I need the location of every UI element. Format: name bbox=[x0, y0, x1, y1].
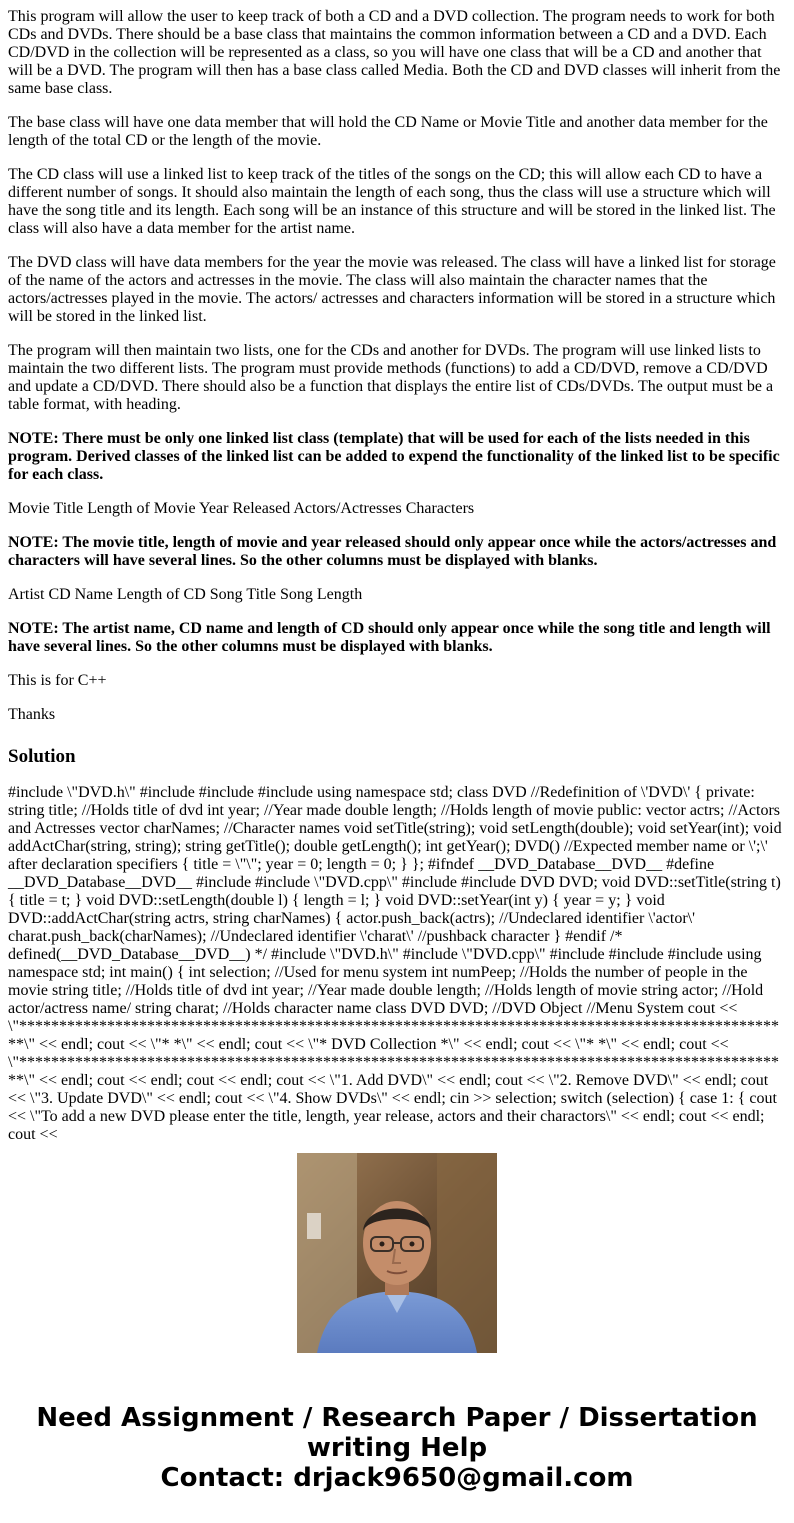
language-note: This is for C++ bbox=[8, 672, 107, 689]
paragraph-lists: The program will then maintain two lists, one for the CDs and another for DVDs. The program will use linked lists to maintain the two different lists. The program must provide methods (functions) to add a CD/DVD, remove a CD/DVD and update a CD/DVD. There should also be a function that displays the entire list of CDs/DVDs. The output must be a table format, with heading. bbox=[8, 342, 774, 413]
note-dvd-columns: NOTE: The movie title, length of movie and year released should only appear once while the actors/actresses and characters will have several lines. So the other columns must be displayed with blanks. bbox=[8, 534, 777, 569]
paragraph-base-class: The base class will have one data member that will hold the CD Name or Movie Title and another data member for the length of the total CD or the length of the movie. bbox=[8, 114, 768, 149]
promo-banner bbox=[0, 1403, 794, 1493]
dvd-table-heading: Movie Title Length of Movie Year Released Actors/Actresses Characters bbox=[8, 500, 475, 517]
promo-line-1: Need Assignment / Research Paper / Dissertation bbox=[36, 1403, 758, 1433]
thanks-text: Thanks bbox=[8, 706, 56, 723]
cd-table-heading: Artist CD Name Length of CD Song Title Song Length bbox=[8, 586, 363, 603]
author-portrait-image bbox=[297, 1153, 497, 1353]
note-cd-columns: NOTE: The artist name, CD name and length of CD should only appear once while the song title and length will have several lines. So the other columns must be displayed with blanks. bbox=[8, 620, 771, 655]
solution-code-text: #include \"DVD.h\" #include #include #include using namespace std; class DVD //Redefinition of \'DVD\' { private: string title; //Holds title of dvd int year; //Year made double length; //Holds length of movie public: vector actrs; //Actors and Actresses vector charNames; //Character names void setTitle(string); void setLength(double); void setYear(int); void addActChar(string, string); string getTitle(); double getLength(); int getYear(); DVD() //Expected member name or \';\' after declaration specifiers { title = \"\"; year = 0; length = 0; } }; #ifndef __DVD_Database__DVD__ #define __DVD_Database__DVD__ #include #include \"DVD.cpp\" #include #include DVD DVD; void DVD::setTitle(string t) { title = t; } void DVD::setLength(double l) { length = l; } void DVD::setYear(int y) { year = y; } void DVD::addActChar(string actrs, string charNames) { actor.push_back(actrs); //Undeclared identifier \'actor\' charat.push_back(charNames); //Undeclared identifier \'charat\' //pushback character } #endif /* defined(__DVD_Database__DVD__) */ #include \"DVD.h\" #include \"DVD.cpp\" #include #include #include using namespace std; int main() { int selection; //Used for menu system int numPeep; //Holds the number of people in the movie string title; //Holds title of dvd int year; //Year made double length; //Holds length of movie string actor; //Hold actor/actress name/ string charat; //Holds character name class DVD DVD; //DVD Object //Menu System cout << \"*************************************************************************************************\" << endl; cout << \"* *\" << endl; cout << \"* DVD Collection *\" << endl; cout << \"* *\" << endl; cout << \"*************************************************************************************************\" << endl; cout << endl; cout << endl; cout << \"1. Add DVD\" << endl; cout << \"2. Remove DVD\" << endl; cout << \"3. Update DVD\" << endl; cout << \"4. Show DVDs\" << endl; cin >> selection; switch (selection) { case 1: { cout << \"To add a new DVD please enter the title, length, year release, actors and their charactors\" << endl; cout << endl; cout << bbox=[8, 784, 782, 1143]
promo-line-2: writing Help bbox=[306, 1433, 488, 1463]
author-avatar bbox=[297, 1153, 497, 1353]
paragraph-cd-class: The CD class will use a linked list to keep track of the titles of the songs on the CD; this will allow each CD to have a different number of songs. It should also maintain the length of each song, thus the class will use a structure which will have the song title and its length. Each song will be an instance of this structure and will be stored in the linked list. The class will also have a data member for the artist name. bbox=[8, 166, 776, 237]
note-linked-list: NOTE: There must be only one linked list class (template) that will be used for each of the lists needed in this program. Derived classes of the linked list can be added to expend the functionality of the linked list to be specific for each class. bbox=[8, 430, 780, 483]
paragraph-dvd-class: The DVD class will have data members for the year the movie was released. The class will have a linked list for storage of the name of the actors and actresses in the movie. The class will also maintain the character names that the actors/actresses played in the movie. The actors/ actresses and characters information will be stored in a structure which will be stored in the linked list. bbox=[8, 254, 776, 325]
solution-heading: Solution bbox=[8, 746, 76, 767]
promo-contact: Contact: drjack9650@gmail.com bbox=[160, 1463, 634, 1493]
paragraph-intro: This program will allow the user to keep track of both a CD and a DVD collection. The program needs to work for both CDs and DVDs. There should be a base class that maintains the common information between a CD and a DVD. Each CD/DVD in the collection will be represented as a class, so you will have one class that will be a CD and another that will be a DVD. The program will then has a base class called Media. Both the CD and DVD classes will inherit from the same base class. bbox=[8, 8, 781, 97]
question-content bbox=[8, 8, 786, 1143]
